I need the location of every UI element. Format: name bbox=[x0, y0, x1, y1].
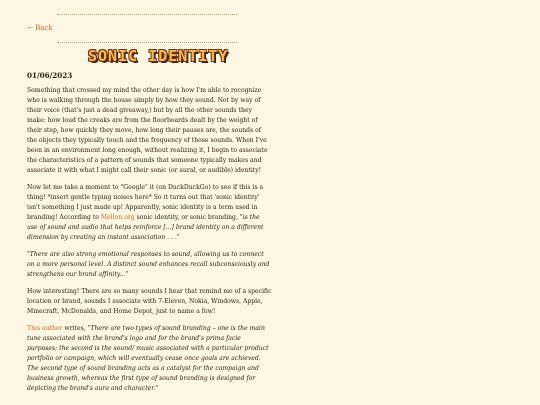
paragraph-5-quote: "There are two types of sound branding – one is the main tune associated with the brand's logo and for the brand's prima facie purposes; the second is the sound/ music associated with a particular product portfolio or campaign, which will eventually cease once goals are achieved. The second type of sound branding acts as a catalyst for the campaign and business growth, whereas the first type of sound branding is designed for depicting the brand's aura and character." bbox=[27, 325, 269, 392]
divider-title bbox=[57, 42, 237, 43]
paragraph-2 bbox=[27, 183, 272, 243]
paragraph-5-text: writes, bbox=[62, 325, 88, 332]
paragraph-2-quote: "is the use of sound and audio that helps reinforce [...] brand identity on a different dimension by creating an instant association . . ." bbox=[27, 214, 264, 241]
paragraph-3 bbox=[27, 250, 272, 280]
author-link[interactable]: This author bbox=[27, 325, 63, 332]
back-link[interactable]: ← Back bbox=[27, 24, 53, 32]
paragraph-5 bbox=[27, 324, 272, 394]
paragraph-2-text-b: sonic identity, or sonic branding, bbox=[134, 214, 240, 221]
post-body bbox=[27, 86, 272, 401]
paragraph-2-text-a: Now let me take a moment to "Google" it (on DuckDuckGo) to see if this is a thing! *insert gentle typing noises here* So it turns out that 'sonic identity' isn't something I just made up! Apparently, sonic identity is a term used in branding! According to bbox=[27, 184, 264, 221]
divider-top bbox=[57, 14, 237, 15]
mellon-link[interactable]: Mellon.org bbox=[100, 214, 135, 221]
paragraph-3-quote: "There are also strong emotional responses to sound, allowing us to connect on a more personal level. A distinct sound enhances recall subconsciously and strengthens our brand affinity..." bbox=[27, 251, 270, 278]
paragraph-1: Something that crossed my mind the other day is how I'm able to recognize who is walking through the house simply by how they sound. Not by way of their voice (that's just a dead giveaway,) but by all the other sounds they make: how loud the creaks are from the floorboards dealt by the weight of their step, how quickly they move, how long their pauses are, the sounds of the objects they typically touch and the frequency of those sounds. When I've been in an environment long enough, without realizing it, I begin to associate the characteristics of a pattern of sounds that someone typically makes and associate it with what I might call their sonic (or aural, or audible) identity! bbox=[27, 87, 268, 174]
paragraph-4: How interesting! There are so many sounds I hear that remind me of a specific location or brand, sounds I associate with 7-Eleven, Nokia, Windows, Apple, Minecraft, McDonalds, and Home Depot, just to name a few! bbox=[27, 288, 272, 315]
post-title: SONIC IDENTITY bbox=[88, 47, 229, 65]
post-date: 01/06/2023 bbox=[27, 71, 73, 80]
